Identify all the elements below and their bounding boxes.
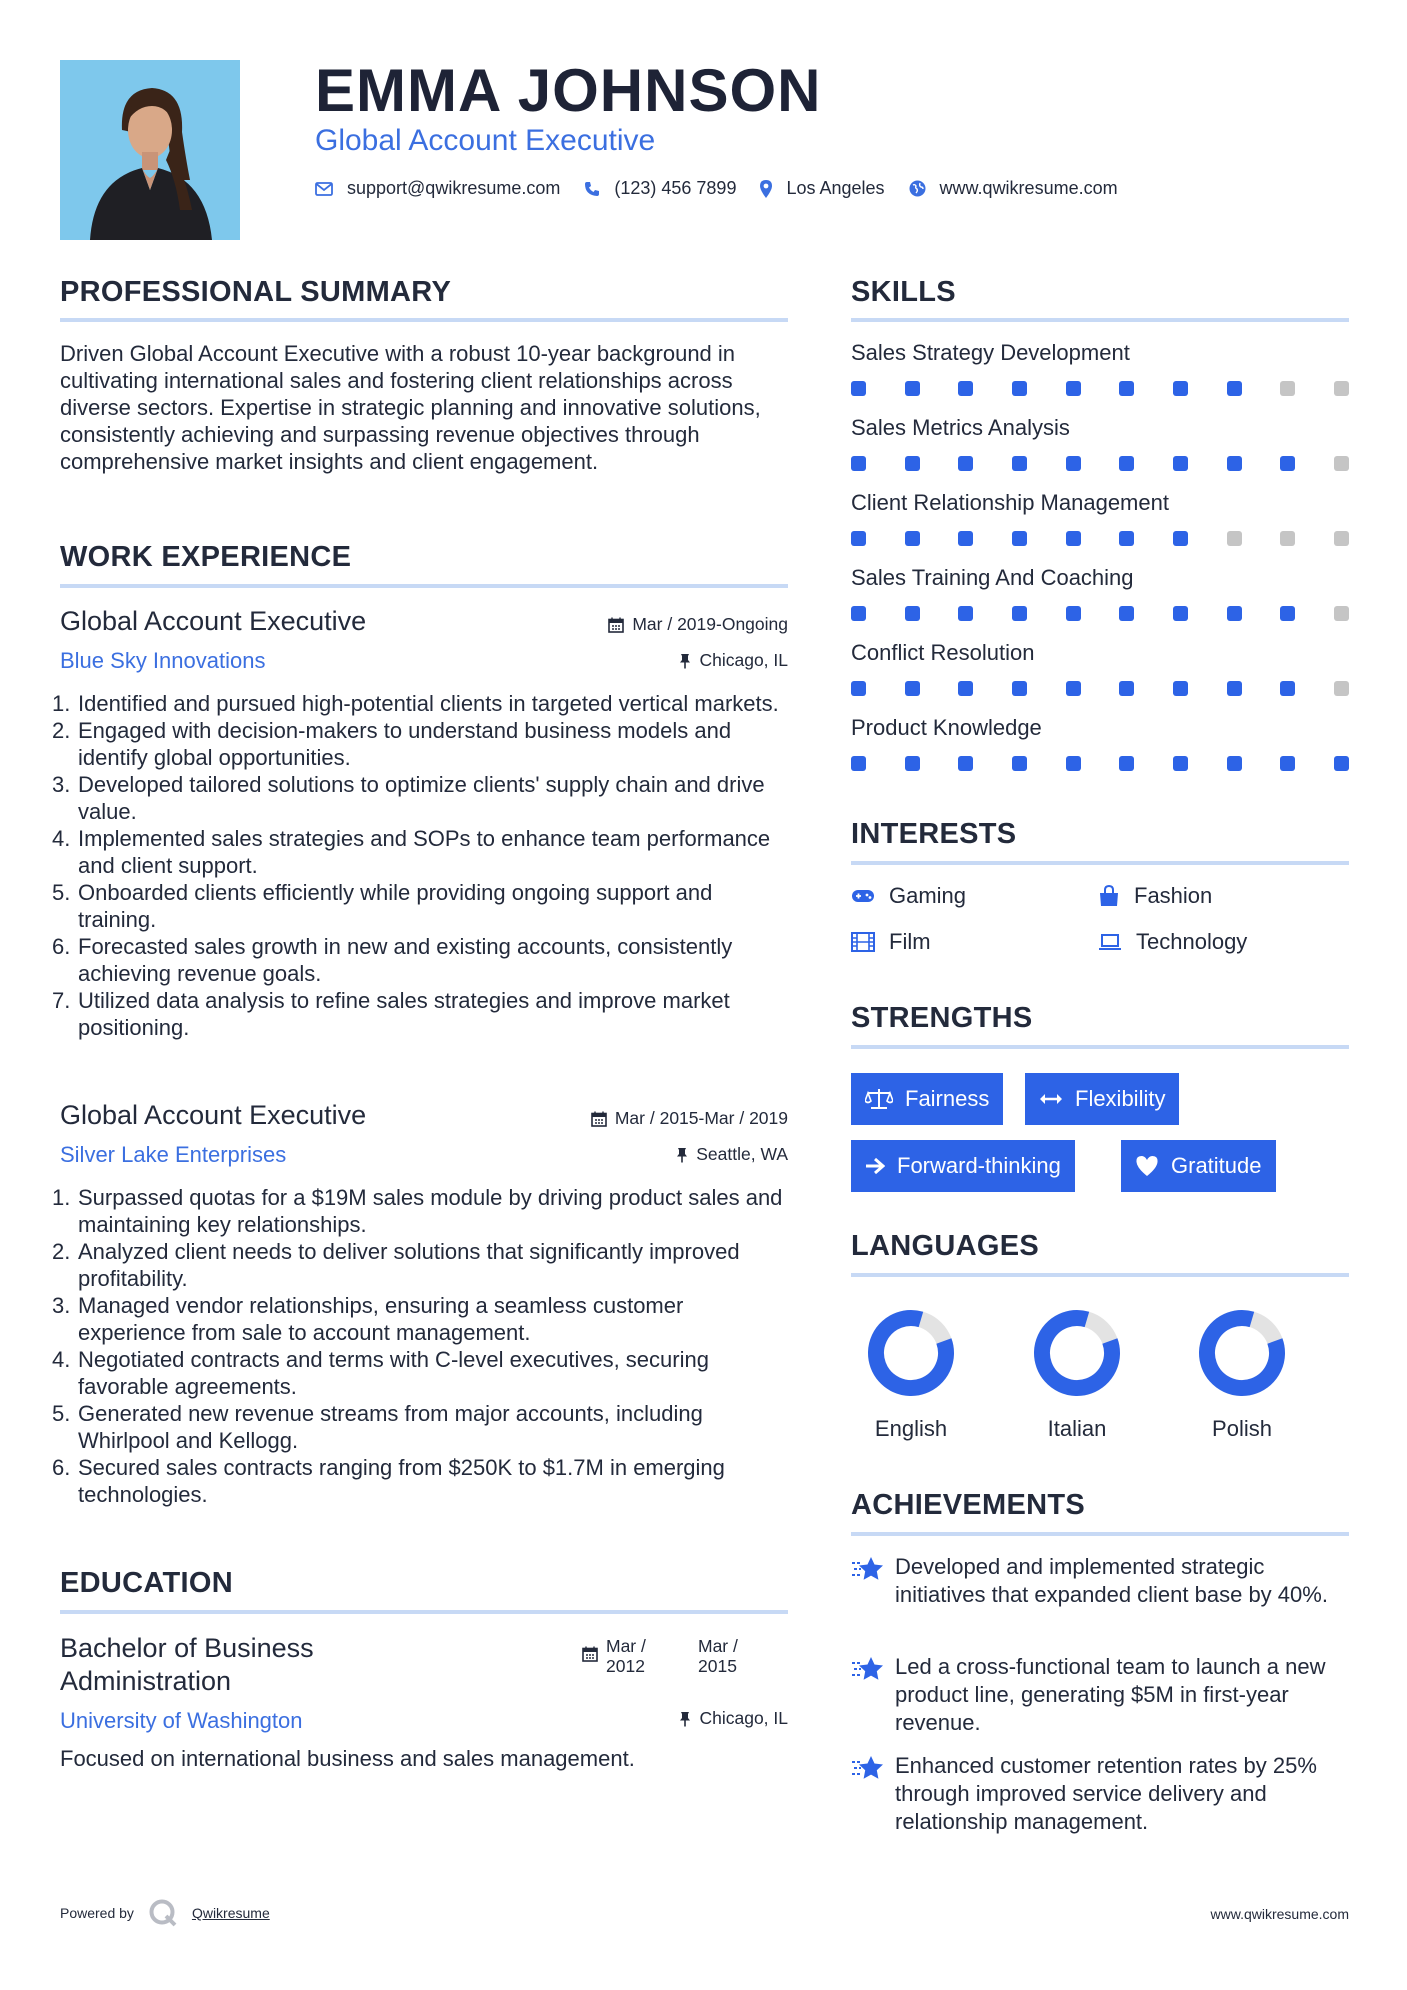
rating-dot-filled [905, 531, 920, 546]
school-name[interactable]: University of Washington [60, 1708, 303, 1733]
footer-website[interactable]: www.qwikresume.com [1210, 1906, 1349, 1922]
achievement-star-icon [851, 1553, 895, 1609]
map-pin-icon [760, 180, 772, 198]
skill-name: Conflict Resolution [851, 640, 1035, 665]
rating-dot-filled [1012, 756, 1027, 771]
rating-dot-filled [1012, 681, 1027, 696]
achievement-star-icon [851, 1653, 895, 1737]
language-proficiency-ring [1197, 1308, 1287, 1398]
interest-gaming: Gaming [851, 883, 966, 909]
rating-dot-filled [1066, 606, 1081, 621]
list-item: 7. Utilized data analysis to refine sales strategies and improve market positioning. [52, 988, 730, 1040]
rating-dot-filled [958, 681, 973, 696]
rating-dot-filled [1227, 681, 1242, 696]
gamepad-icon [851, 888, 875, 904]
summary-divider [60, 318, 788, 322]
laptop-icon [1098, 933, 1122, 951]
achievement-item [851, 1752, 1351, 1836]
heart-icon [1135, 1155, 1159, 1177]
pushpin-icon [679, 653, 691, 669]
rating-dot-filled [1227, 606, 1242, 621]
website-text: www.qwikresume.com [939, 178, 1118, 198]
rating-dot-empty [1227, 531, 1242, 546]
rating-dot-filled [1066, 381, 1081, 396]
rating-dot-filled [1334, 756, 1349, 771]
balance-scale-icon [865, 1088, 893, 1110]
job-dates-text: Mar / 2015-Mar / 2019 [614, 1108, 788, 1128]
education-start: Mar / 2012 [606, 1636, 646, 1676]
rating-dot-filled [1280, 456, 1295, 471]
rating-dot-filled [851, 681, 866, 696]
list-item: 4. Implemented sales strategies and SOPs to enhance team performance and client support. [52, 826, 771, 878]
strength-chip-fairness: Fairness [851, 1073, 1003, 1125]
education-end: Mar / 2015 [698, 1636, 738, 1676]
candidate-name: EMMA JOHNSON [315, 57, 822, 124]
rating-dot-empty [1334, 381, 1349, 396]
rating-dot-filled [1173, 606, 1188, 621]
list-item: 2. Analyzed client needs to deliver solutions that significantly improved profitability. [52, 1239, 740, 1291]
rating-dot-filled [1066, 756, 1081, 771]
rating-dot-filled [958, 606, 973, 621]
envelope-icon [315, 182, 333, 196]
education-divider [60, 1610, 788, 1614]
email-text: support@qwikresume.com [347, 178, 561, 198]
list-item: 4. Negotiated contracts and terms with C-level executives, securing favorable agreements. [52, 1347, 709, 1399]
rating-dot-filled [1119, 531, 1134, 546]
company-name[interactable]: Silver Lake Enterprises [60, 1142, 287, 1167]
phone-text: (123) 456 7899 [614, 178, 737, 198]
rating-dot-filled [851, 606, 866, 621]
list-item: 5. Onboarded clients efficiently while providing ongoing support and training. [52, 880, 713, 932]
contact-website[interactable] [909, 178, 1118, 199]
language-item [856, 1308, 966, 1442]
skill-name: Sales Metrics Analysis [851, 415, 1070, 440]
skill-name: Sales Training And Coaching [851, 565, 1134, 590]
rating-dot-empty [1334, 531, 1349, 546]
qwikresume-link[interactable]: Qwikresume [191, 1905, 270, 1921]
rating-dot-filled [905, 606, 920, 621]
rating-dot-filled [1012, 531, 1027, 546]
rating-dot-filled [1119, 756, 1134, 771]
pushpin-icon [676, 1147, 688, 1163]
candidate-role: Global Account Executive [315, 124, 656, 157]
achievement-star-icon [851, 1752, 895, 1836]
rating-dot-filled [1280, 681, 1295, 696]
list-item: 6. Forecasted sales growth in new and existing accounts, consistently achieving revenue goals. [52, 934, 733, 986]
rating-dot-filled [1012, 456, 1027, 471]
skills-heading: SKILLS [851, 276, 956, 308]
rating-dot-filled [905, 756, 920, 771]
globe-icon [909, 180, 926, 197]
job-location [676, 1144, 788, 1165]
job-dates [608, 614, 788, 635]
rating-dot-filled [1066, 681, 1081, 696]
rating-dot-filled [905, 681, 920, 696]
rating-dot-filled [1012, 606, 1027, 621]
skill-rating [851, 681, 1349, 699]
rating-dot-filled [1012, 381, 1027, 396]
language-name: Polish [1212, 1416, 1272, 1441]
rating-dot-empty [1334, 606, 1349, 621]
contact-location [760, 178, 884, 199]
shopping-bag-icon [1098, 885, 1120, 907]
calendar-icon [582, 1646, 598, 1662]
profile-photo [60, 60, 240, 240]
rating-dot-filled [1173, 531, 1188, 546]
rating-dot-filled [851, 756, 866, 771]
job-bullets [52, 690, 795, 1041]
experience-heading: WORK EXPERIENCE [60, 541, 352, 573]
education-location-text: Chicago, IL [699, 1708, 788, 1728]
contact-phone[interactable] [584, 178, 736, 199]
list-item: 2. Engaged with decision-makers to understand business models and identify global opportunities. [52, 718, 732, 770]
skill-rating [851, 756, 1349, 774]
degree-line-1: Bachelor of Business [60, 1633, 314, 1663]
job-title: Global Account Executive [60, 1100, 367, 1130]
rating-dot-filled [851, 531, 866, 546]
rating-dot-filled [1119, 606, 1134, 621]
achievements-heading: ACHIEVEMENTS [851, 1489, 1086, 1521]
language-name: Italian [1047, 1416, 1107, 1441]
education-description: Focused on international business and sales management. [60, 1746, 635, 1771]
achievement-text: Enhanced customer retention rates by 25% through improved service delivery and relationship management. [895, 1753, 1317, 1834]
rating-dot-filled [958, 756, 973, 771]
contact-bar [315, 178, 1142, 199]
list-item: 3. Managed vendor relationships, ensuring a seamless customer experience from sale to account management. [52, 1293, 684, 1345]
list-item: 5. Generated new revenue streams from major accounts, including Whirlpool and Kellogg. [52, 1401, 703, 1453]
rating-dot-filled [905, 381, 920, 396]
achievement-item [851, 1653, 1351, 1737]
rating-dot-filled [851, 456, 866, 471]
languages-divider [851, 1273, 1349, 1277]
footer-powered-by [60, 1898, 270, 1928]
rating-dot-filled [905, 456, 920, 471]
company-name[interactable]: Blue Sky Innovations [60, 648, 266, 673]
job-location-text: Chicago, IL [699, 650, 788, 670]
film-icon [851, 932, 875, 952]
interests-heading: INTERESTS [851, 818, 1017, 850]
language-item [1187, 1308, 1297, 1442]
skill-name: Product Knowledge [851, 715, 1042, 740]
phone-icon [584, 181, 600, 197]
calendar-icon [591, 1111, 607, 1127]
language-name: English [874, 1416, 948, 1441]
list-item: 6. Secured sales contracts ranging from $250K to $1.7M in emerging technologies. [52, 1455, 725, 1507]
summary-heading: PROFESSIONAL SUMMARY [60, 276, 452, 308]
rating-dot-empty [1334, 456, 1349, 471]
education-dates [582, 1636, 758, 1676]
rating-dot-filled [1227, 381, 1242, 396]
job-bullets [52, 1184, 795, 1508]
skill-rating [851, 606, 1349, 624]
skills-divider [851, 318, 1349, 322]
rating-dot-filled [1066, 456, 1081, 471]
skill-rating [851, 381, 1349, 399]
skill-rating [851, 456, 1349, 474]
languages-heading: LANGUAGES [851, 1230, 1039, 1262]
interest-film: Film [851, 929, 931, 955]
rating-dot-filled [958, 381, 973, 396]
portrait-image [60, 60, 240, 240]
rating-dot-empty [1334, 681, 1349, 696]
language-item [1022, 1308, 1132, 1442]
strength-chip-forward-thinking: Forward-thinking [851, 1140, 1075, 1192]
powered-by-text: Powered by [60, 1905, 134, 1921]
rating-dot-filled [958, 456, 973, 471]
rating-dot-empty [1280, 531, 1295, 546]
education-location [679, 1708, 788, 1729]
rating-dot-filled [1119, 381, 1134, 396]
language-proficiency-ring [1032, 1308, 1122, 1398]
job-dates-text: Mar / 2019-Ongoing [632, 614, 788, 634]
job-title: Global Account Executive [60, 606, 367, 636]
rating-dot-filled [1280, 606, 1295, 621]
job-location-text: Seattle, WA [696, 1144, 788, 1164]
strength-chip-gratitude: Gratitude [1121, 1140, 1276, 1192]
pushpin-icon [679, 1711, 691, 1727]
skill-rating [851, 531, 1349, 549]
interests-divider [851, 861, 1349, 865]
strengths-heading: STRENGTHS [851, 1002, 1033, 1034]
contact-email[interactable] [315, 178, 560, 199]
skill-name: Sales Strategy Development [851, 340, 1130, 365]
strength-chip-flexibility: Flexibility [1025, 1073, 1179, 1125]
arrows-horizontal-icon [1039, 1092, 1063, 1106]
achievement-text: Developed and implemented strategic initiatives that expanded client base by 40%. [895, 1554, 1328, 1607]
arrow-right-icon [865, 1157, 885, 1175]
summary-text: Driven Global Account Executive with a robust 10-year background in cultivating international sales and fostering client relationships across diverse sectors. Expertise in strategic planning and innovative solutions, consistently achieving and surpassing revenue objectives through comprehensive market insights and client engagement. [60, 341, 761, 474]
language-proficiency-ring [866, 1308, 956, 1398]
rating-dot-filled [1227, 456, 1242, 471]
interest-technology: Technology [1098, 929, 1247, 955]
achievement-item [851, 1553, 1351, 1609]
rating-dot-filled [1227, 756, 1242, 771]
calendar-icon [608, 617, 624, 633]
job-location [679, 650, 788, 671]
qwikresume-logo-icon [148, 1898, 178, 1928]
job-dates [591, 1108, 788, 1129]
rating-dot-filled [1066, 531, 1081, 546]
location-text: Los Angeles [786, 178, 885, 198]
rating-dot-filled [1280, 756, 1295, 771]
skill-name: Client Relationship Management [851, 490, 1169, 515]
achievements-divider [851, 1532, 1349, 1536]
rating-dot-filled [1173, 681, 1188, 696]
rating-dot-filled [1119, 456, 1134, 471]
interest-fashion: Fashion [1098, 883, 1212, 909]
rating-dot-empty [1280, 381, 1295, 396]
rating-dot-filled [1119, 681, 1134, 696]
rating-dot-filled [1173, 456, 1188, 471]
strengths-divider [851, 1045, 1349, 1049]
achievement-text: Led a cross-functional team to launch a new product line, generating $5M in first-year revenue. [895, 1654, 1326, 1735]
list-item: 1. Identified and pursued high-potential clients in targeted vertical markets. [52, 691, 779, 716]
list-item: 3. Developed tailored solutions to optimize clients' supply chain and drive value. [52, 772, 765, 824]
rating-dot-filled [851, 381, 866, 396]
rating-dot-filled [1173, 756, 1188, 771]
degree-title [60, 1632, 314, 1698]
list-item: 1. Surpassed quotas for a $19M sales module by driving product sales and maintaining key relationships. [52, 1185, 783, 1237]
experience-divider [60, 584, 788, 588]
rating-dot-filled [1173, 381, 1188, 396]
education-heading: EDUCATION [60, 1567, 233, 1599]
rating-dot-filled [958, 531, 973, 546]
degree-line-2: Administration [60, 1666, 232, 1696]
